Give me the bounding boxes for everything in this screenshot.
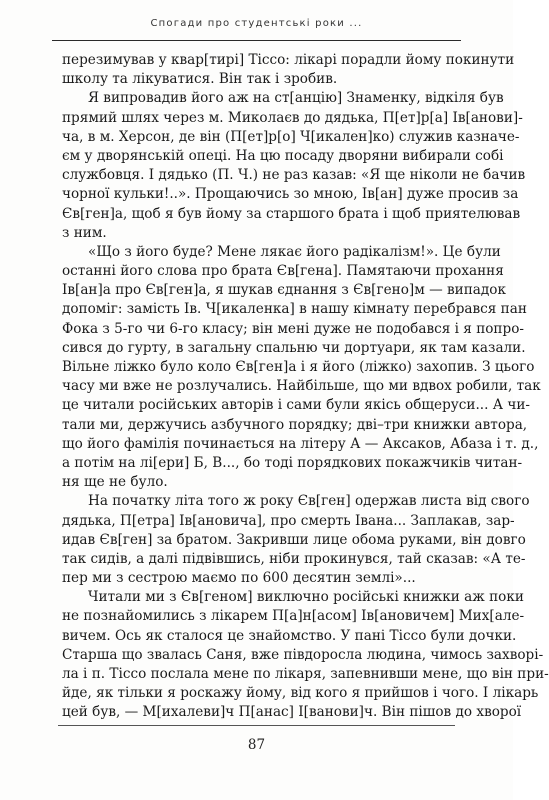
paragraph xyxy=(62,588,549,722)
text-line: так сидів, а далі підвівшись, ніби прокинувся, тай сказав: «А те- xyxy=(62,550,526,567)
text-line: йде, як тільки я роскажу йому, від кого я прийшов і чого. І лікарь xyxy=(62,685,539,702)
text-line: пер ми з сестрою маємо по 600 десятин землі»... xyxy=(62,570,416,587)
text-line: ча, в м. Херсон, де він (П[ет]р[о] Ч[икален]ко) служив казначе- xyxy=(62,128,520,145)
running-header: Спогади про студентські роки ... xyxy=(150,18,363,29)
text-line: ня ще не було. xyxy=(62,474,168,491)
text-line: а потім на лі[ери] Б, В..., бо тоді порядкових покажчиків читан- xyxy=(62,454,523,471)
text-line: Ів[ан]а про Єв[ген]а, я шукав єднання з Єв[гено]м — випадок xyxy=(62,282,506,299)
header-rule xyxy=(52,40,461,41)
text-line: з ним. xyxy=(62,224,107,241)
text-line: Старша що звалась Саня, вже півдоросла людина, чимось захворі- xyxy=(62,646,544,663)
text-line: це читали російських авторів і сами були якісь общеруси... А чи- xyxy=(62,397,531,414)
text-line: службовця. І дядько (П. Ч.) не раз казав: «Я ще ніколи не бачив xyxy=(62,167,526,184)
text-line: вичем. Ось як сталося це знайомство. У пані Тіссо були дочки. xyxy=(62,627,517,644)
text-line: що його фамілія починається на літеру А — Аксаков, Абаза і т. д., xyxy=(62,435,539,452)
text-line: перезимував у квар[тирі] Тіссо: лікарі порадли йому покинути xyxy=(62,52,515,68)
text-line: чорної кульки!..». Прощаючись зо мною, Ів[ан] дуже просив за xyxy=(62,186,519,203)
text-line: останні його слова про брата Єв[гена]. Памятаючи прохання xyxy=(62,263,504,280)
text-line: єм у дворянській опеці. На цю посаду дворяни вибирали собі xyxy=(62,147,504,164)
text-line: На початку літа того ж року Єв[ген] одержав листа від свого xyxy=(88,493,530,510)
text-line: часу ми вже не розлучались. Найбільше, що ми вдвох робили, так xyxy=(62,378,541,395)
text-line: школу та лікуватися. Він так і зробив. xyxy=(62,71,338,88)
paragraph xyxy=(62,492,530,588)
text-line: идав Єв[ген] за братом. Закривши лице обома руками, він довго xyxy=(62,531,526,548)
text-line: Читали ми з Єв[геном] виключно російські книжки аж поки xyxy=(88,589,524,606)
text-line: Фока з 5-го чи 6-го класу; він мені дуже не подобався і я попро- xyxy=(62,320,524,337)
text-line: цей був, — М[ихалеви]ч П[анас] І[ванови]ч. Він пішов до хворої xyxy=(62,704,522,721)
text-line: дядька, П[етра] Ів[ановича], про смерть Івана... Заплакав, зар- xyxy=(62,512,515,529)
text-line: допоміг: замість Ів. Ч[икаленка] в нашу кімнату перебрався пан xyxy=(62,301,527,318)
page-number: 87 xyxy=(247,737,266,753)
text-line: Вільне ліжко було коло Єв[ген]а і я його (ліжко) захопив. З цього xyxy=(62,359,535,375)
text-line: не познайомились з лікарем П[а]н[асом] Ів[ановичем] Мих[але- xyxy=(62,608,525,625)
paragraph xyxy=(62,51,515,89)
paragraph xyxy=(62,243,541,492)
footer-rule xyxy=(58,725,455,726)
text-line: Єв[ген]а, щоб я був йому за старшого брата і щоб приятелював xyxy=(62,205,521,222)
text-line: ла і п. Тіссо послала мене по лікаря, запевнивши мене, що він при- xyxy=(62,666,549,682)
text-line: прямий шлях через м. Миколаєв до дядька, П[ет]р[а] Ів[анови]- xyxy=(62,109,523,126)
text-line: Я випровадив його аж на ст[анцію] Знаменку, відкіля був xyxy=(88,90,504,107)
text-line: тали ми, держучись азбучного порядку; дві–три книжки автора, xyxy=(62,416,528,433)
paragraph xyxy=(62,89,526,243)
text-line: сився до гурту, в загальну спальню чи дортуари, як там казали. xyxy=(62,339,526,356)
body-text xyxy=(62,51,549,723)
text-line: «Що з його буде? Мене лякає його радікалізм!». Це були xyxy=(88,243,501,260)
